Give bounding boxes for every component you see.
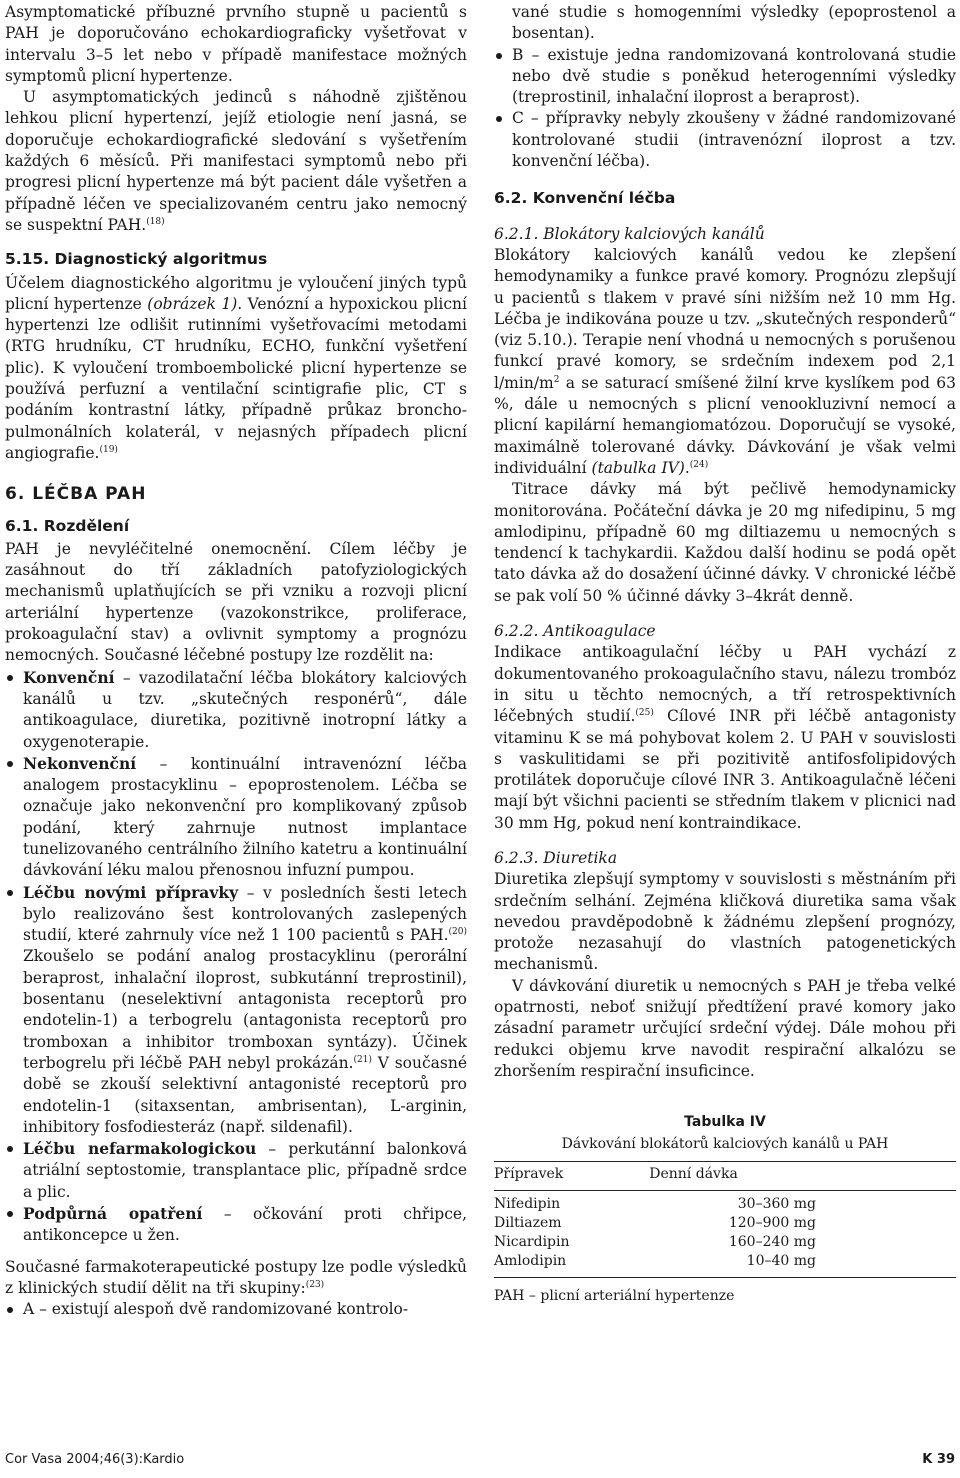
heading-conventional: 6.2. Konvenční léčba <box>494 189 676 208</box>
text: . Venózní a hypoxickou plicní hypertenzi lze odlišit rutinními vyšetřovacími metodami (RTG hrudníku, CT hrudníku, ECHO, funkční vyšetření plic). K vyloučení tromboembolické plicní hypertenze se používá perfuzní a ventilační scintigrafie plic, CT s podáním kontrastní látky, případně průkaz broncho-pulmonálních kolaterál, v nejasných případech plicní angiografie. <box>5 294 467 462</box>
paragraph-classification: PAH je nevyléčitelné onemocnění. Cílem léčby je zasáhnout do tří základních patofyziologických mechanismů uplatňujících se při vzniku a rozvoji plicní arteriální hypertenze (vazokonstrikce, proliferace, prokoagulační stav) a ovlivnit symptomy a prognózu nemocných. Současné léčebné postupy lze rozdělit na: <box>5 539 467 665</box>
paragraph-anticoagulation <box>494 642 956 834</box>
text: Účelem diagnostického algoritmu je vyloučení jiných typů plicní hypertenze <box>5 273 467 313</box>
text: – kontinuální intravenózní léčba analogem prostacyklinu – epoprostenolem. Léčba se označuje jako nekonvenční pro komplikovaný způsob podání, který zahrnuje nutnost implantace tunelizovaného centrálního žilního katetru a kontinuální dávkování léku malou přenosnou infuzní pumpou. <box>23 754 467 880</box>
dose-cell: 10–40 mg <box>609 1252 956 1278</box>
table-row <box>494 1252 956 1278</box>
text: a se saturací smíšené žilní krve kyslíkem pod 63 %, dále u nemocných s plicní venookluzivní nemocí a plicní kapilární hemangiomatózou. Doporučují se vysoké, maximálně tolerované dávky. Dávkování je však velmi individuální <box>494 373 956 477</box>
journal-citation: Cor Vasa 2004;46(3):Kardio <box>5 1452 185 1467</box>
evidence-list <box>5 1299 467 1320</box>
column-header-dose: Denní dávka <box>609 1161 956 1190</box>
heading-classification: 6.1. Rozdělení <box>5 516 130 535</box>
dosing-table <box>494 1161 956 1278</box>
paragraph-diuretics: Diuretika zlepšují symptomy v souvislosti s městnáním při srdečním selhání. Zejména kličková diuretika sama však nevedou pravděpodobně k žádnému zlepšení prognózy, protože nezasahují do vlastních patogenetických mechanismů. <box>494 870 956 974</box>
superscript: 2 <box>553 374 560 385</box>
list-item: A – existují alespoň dvě randomizované kontrolo- <box>5 1299 467 1320</box>
reference: (25) <box>635 708 654 719</box>
table-row <box>494 1214 956 1233</box>
paragraph-diuretics-dosing: V dávkování diuretik u nemocných s PAH je třeba velké opatrnosti, neboť snižují předtížení pravé komory jako zásadní parametr určující srdeční výdej. Dále mohou při redukci objemu krve navodit respirační alkalózu se zhoršením respirační insuficince. <box>494 976 956 1080</box>
paragraph-asymptomatic <box>5 87 467 236</box>
reference: (19) <box>99 444 118 455</box>
text: – očkování proti chřipce, antikoncepce u žen. <box>23 1205 468 1245</box>
reference: (24) <box>689 459 709 470</box>
term: Konvenční <box>23 667 115 687</box>
paragraph-relatives: Asymptomatické příbuzné prvního stupně u pacientů s PAH je doporučováno echokardiograficky vyšetřovat v intervalu 3–5 let nebo v případě manifestace možných symptomů plicní hypertenze. <box>5 3 467 85</box>
page-number: K 39 <box>922 1452 955 1467</box>
list-item <box>5 1203 467 1247</box>
heading-diuretics: 6.2.3. Diuretika <box>494 848 618 867</box>
table-title: Tabulka IV <box>684 1114 766 1131</box>
drug-cell: Diltiazem <box>494 1214 562 1231</box>
list-item <box>5 667 467 753</box>
text: U asymptomatických jedinců s náhodně zjištěnou lehkou plicní hypertenzí, jejíž etiologie není jasná, se doporučuje echokardiografické sledování s vyšetřením každých 6 měsíců. Při manifestaci symptomů nebo při progresi plicní hypertenze má být pacient dále vyšetřen a případně léčen ve specializovaném centru jako nemocný se suspektní PAH. <box>5 88 467 234</box>
drug-cell: Amlodipin <box>494 1252 609 1278</box>
term: Podpůrná opatření <box>23 1204 203 1224</box>
reference: (21) <box>353 1054 373 1065</box>
right-column <box>494 2 956 1307</box>
left-column <box>5 2 467 1321</box>
evidence-list-cont <box>494 2 956 172</box>
term: Nekonvenční <box>23 753 137 773</box>
drug-cell: Nifedipin <box>494 1190 609 1214</box>
list-item-continued <box>494 2 956 45</box>
treatment-list <box>5 667 467 1247</box>
heading-anticoagulation: 6.2.2. Antikoagulace <box>494 622 656 641</box>
text: Zkoušelo se podání analog prostacyklinu (perorální beraprost, inhalační iloprost, subkutánní treprostinil), bosentanu (neselektivní antagonista receptorů pro endotelin-1) a terbogrelu (antagonista receptorů pro tromboxan a inhibitor tromboxan syntázy). Účinek terbogrelu při léčbě PAH nebyl prokázán. <box>23 947 467 1072</box>
table-note: PAH – plicní arteriální hypertenze <box>494 1287 735 1304</box>
reference: (23) <box>305 1279 325 1290</box>
table-row <box>494 1233 956 1252</box>
heading-calcium-blockers: 6.2.1. Blokátory kalciových kanálů <box>494 224 765 243</box>
paragraph-calcium-blockers: Blokátory kalciových kanálů vedou ke zlepšení hemodynamiky a funkce pravé komory. Prognózu zlepšují u pacientů s tlakem v pravé síni nižším než 10 mm Hg. Léčba je indikována pouze u tzv. „skutečných responderů“ (viz 5.10.). Terapie není vhodná u nemocných s porušenou funkcí pravé komory, se srdečním indexem pod 2,1 $l/\min/m^2$ a se saturací smíšené žilní krve kyslíkem pod 63 %, dále u nemocných s plicní venookluzivní nemocí a plicní kapilární hemangiomatózou. Doporučují se vysoké, maximálně tolerované dávky. Dávkování je však velmi individuální (tabulka IV).$^{(24)}$ <box>494 245 956 477</box>
dose-cell: 120–900 mg <box>728 1214 816 1231</box>
column-header-drug: Přípravek <box>494 1161 609 1190</box>
reference: (18) <box>146 216 165 227</box>
text: V současné době se zkouší selektivní antagonisté receptorů pro endotelin-1 (sitaxsentan, ambrisentan), L-arginin, inhibitory fosfodiesteráz (např. sildenafil). <box>23 1053 467 1136</box>
dose-cell: 30–360 mg <box>609 1190 956 1214</box>
reference: (20) <box>448 927 467 938</box>
text: vané studie s homogenními výsledky (epoprostenol a bosentan). <box>512 3 956 43</box>
text: Blokátory kalciových kanálů vedou ke zlepšení hemodynamiky a funkce pravé komory. Prognózu zlepšují u pacientů s tlakem v pravé síni nižším než 10 mm Hg. Léčba je indikována pouze u tzv. „skutečných responderů“ (viz 5.10.). Terapie není vhodná u nemocných s porušenou funkcí pravé komory, se srdečním indexem pod 2,1 l/min/m <box>494 245 956 392</box>
paragraph-diagnostic <box>5 273 467 465</box>
text: Indikace antikoagulační léčby u PAH vychází z dokumentovaného prokoagulačního stavu, nálezu trombóz in situ u těchto nemocných, a tří retrospektivních léčebných studií. <box>494 643 956 726</box>
term: Léčbu nefarmakologickou <box>23 1139 257 1159</box>
text: Cílové INR při léčbě antagonisty vitaminu K se má pohybovat kolem 2. U PAH v souvislosti s vaskulitidami se při pozitivitě antifosfolipidových protilátek doporučuje cílové INR 3. Antikoagulačně léčeni mají být všichni pacienti se středním tlakem v plicnici nad 30 mm Hg, pokud není kontraindikace. <box>494 707 956 832</box>
list-item <box>5 1138 467 1203</box>
table-ref: (tabulka IV) <box>591 458 685 477</box>
dose-cell: 160–240 mg <box>728 1233 816 1250</box>
text: Současné farmakoterapeutické postupy lze podle výsledků z klinických studií dělit na tři skupiny: <box>5 1257 467 1297</box>
table-subtitle: Dávkování blokátorů kalciových kanálů u PAH <box>561 1135 889 1152</box>
list-item <box>5 882 467 1139</box>
text: – vazodilatační léčba blokátory kalciových kanálů u tzv. „skutečných responérů“, dále antikoagulace, diuretika, pozitivně inotropní látky a oxygenoterapie. <box>23 668 467 751</box>
paragraph-titration: Titrace dávky má být pečlivě hemodynamicky monitorována. Počáteční dávka je 20 mg nifedipinu, 5 mg amlodipinu, případně 60 mg diltiazemu u nemocných s tendencí k tachykardii. Každou další hodinu se podá opět tato dávka až do dosažení účinné dávky. V chronické léčbě se pak volí 50 % účinné dávky 3–4krát denně. <box>494 480 956 605</box>
list-item: B – existuje jedna randomizovaná kontrolovaná studie nebo dvě studie s poněkud heterogenními výsledky (treprostinil, inhalační iloprost a beraprost). <box>494 45 956 109</box>
list-item <box>5 753 467 882</box>
text: – perkutánní balonková atriální septostomie, transplantace plic, případně srdce a plic. <box>23 1140 467 1201</box>
heading-treatment: 6. LÉČBA PAH <box>5 484 147 505</box>
figure-ref: (obrázek 1) <box>147 294 238 313</box>
list-item: C – přípravky nebyly zkoušeny v žádné randomizované kontrolované studii (intravenózní iloprost a tzv. konvenční léčba). <box>494 108 956 172</box>
table-row <box>494 1190 956 1214</box>
term: Léčbu novými přípravky <box>23 882 239 902</box>
text: – v posledních šesti letech bylo realizováno šest kontrolovaných zaslepených studií, které zahrnuly více než 1 100 pacientů s PAH. <box>23 883 467 945</box>
heading-diagnostic-algorithm: 5.15. Diagnostický algoritmus <box>5 250 268 269</box>
paragraph-current-approaches <box>5 1257 467 1300</box>
drug-cell: Nicardipin <box>494 1233 570 1250</box>
